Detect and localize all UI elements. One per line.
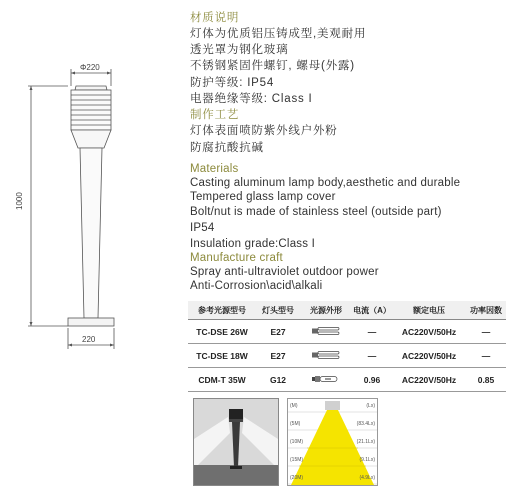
cell-voltage: AC220V/50Hz <box>392 368 466 392</box>
metal-halide-lamp-icon <box>311 374 341 384</box>
cell-model: TC-DSE 26W <box>188 320 256 344</box>
craft-cn-line-1: 灯体表面喷防紫外线户外粉 <box>190 125 338 137</box>
cell-current: — <box>352 344 392 368</box>
craft-cn-heading: 制作工艺 <box>190 109 240 121</box>
illuminance-label: (Lx) <box>366 403 375 409</box>
table-row <box>188 320 506 344</box>
compact-fluorescent-lamp-icon <box>311 326 341 336</box>
illuminance-label: (21.1Lx) <box>356 439 375 445</box>
cell-model: TC-DSE 18W <box>188 344 256 368</box>
cell-shape <box>300 320 352 344</box>
cell-base: G12 <box>256 368 300 392</box>
col-header-shape: 光源外形 <box>300 301 352 320</box>
cell-voltage: AC220V/50Hz <box>392 344 466 368</box>
distance-label: (5M) <box>290 421 301 427</box>
photometric-illuminance-chart <box>287 398 378 486</box>
cell-shape <box>300 368 352 392</box>
materials-en-line-5: Insulation grade:Class I <box>190 238 315 250</box>
materials-en-line-2: Tempered glass lamp cover <box>190 191 336 203</box>
table-row <box>188 344 506 368</box>
craft-en-line-1: Spray anti-ultraviolet outdoor power <box>190 266 379 278</box>
illuminance-label: (4.9Lx) <box>359 475 375 481</box>
craft-en-line-2: Anti-Corrosion\acid\alkali <box>190 280 323 292</box>
cell-base: E27 <box>256 320 300 344</box>
materials-cn-heading: 材质说明 <box>190 12 240 24</box>
illuminance-label: (83.4Lx) <box>356 421 375 427</box>
cell-current: — <box>352 320 392 344</box>
illuminance-label: (9.1Lx) <box>359 457 375 463</box>
dimension-base-width: 220 <box>82 335 96 344</box>
bollard-technical-drawing <box>0 0 185 370</box>
craft-en-heading: Manufacture craft <box>190 252 283 264</box>
installation-scene-image <box>193 398 279 486</box>
materials-cn-line-3: 不锈钢紧固件螺钉, 螺母(外露) <box>190 60 355 72</box>
distance-label: (M) <box>290 403 298 409</box>
compact-fluorescent-lamp-icon <box>311 350 341 360</box>
col-header-model: 参考光源型号 <box>188 301 256 320</box>
light-source-spec-table <box>188 301 506 392</box>
col-header-base: 灯头型号 <box>256 301 300 320</box>
col-header-power-factor: 功率因数 <box>466 301 506 320</box>
materials-cn-line-5: 电器绝缘等级: Class I <box>190 93 313 105</box>
cell-voltage: AC220V/50Hz <box>392 320 466 344</box>
distance-label: (20M) <box>290 475 304 481</box>
materials-en-line-3: Bolt/nut is made of stainless steel (outside part) <box>190 206 442 218</box>
cell-power-factor: 0.85 <box>466 368 506 392</box>
col-header-voltage: 额定电压 <box>392 301 466 320</box>
materials-en-heading: Materials <box>190 163 239 175</box>
materials-en-line-4: IP54 <box>190 222 215 234</box>
materials-cn-line-1: 灯体为优质铝压铸成型,美观耐用 <box>190 28 367 40</box>
craft-cn-line-2: 防腐抗酸抗碱 <box>190 142 264 154</box>
cell-current: 0.96 <box>352 368 392 392</box>
col-header-current: 电流（A） <box>352 301 392 320</box>
dimension-top-diameter: Φ220 <box>80 63 100 72</box>
table-header-row <box>188 301 506 320</box>
cell-base: E27 <box>256 344 300 368</box>
cell-shape <box>300 344 352 368</box>
cell-power-factor: — <box>466 320 506 344</box>
materials-en-line-1: Casting aluminum lamp body,aesthetic and durable <box>190 177 461 189</box>
cell-model: CDM-T 35W <box>188 368 256 392</box>
distance-label: (10M) <box>290 439 304 445</box>
bollard-lit-scene <box>194 399 278 485</box>
cell-power-factor: — <box>466 344 506 368</box>
table-row <box>188 368 506 392</box>
distance-label: (15M) <box>290 457 304 463</box>
materials-cn-line-4: 防护等级: IP54 <box>190 77 275 89</box>
dimension-height: 1000 <box>15 192 24 210</box>
materials-cn-line-2: 透光罩为钢化玻璃 <box>190 44 289 56</box>
